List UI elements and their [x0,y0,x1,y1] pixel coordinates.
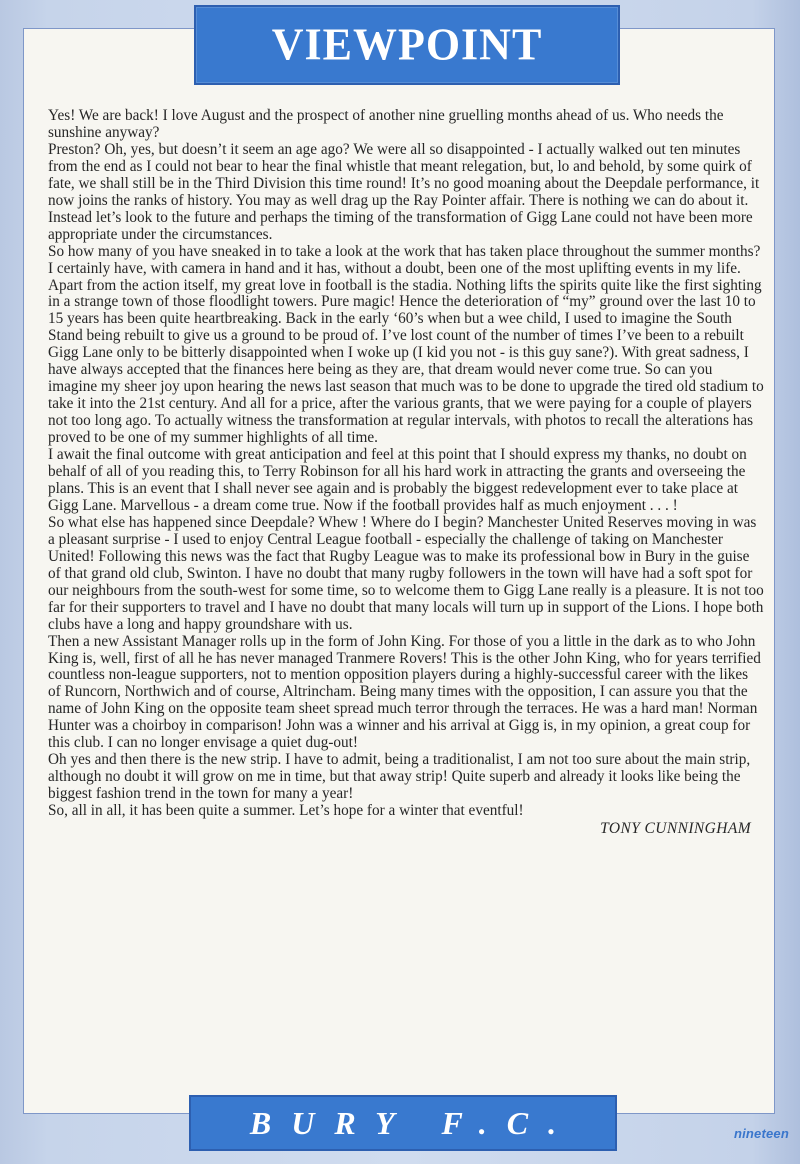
page-title: VIEWPOINT [271,19,543,70]
article-paragraph-6: Then a new Assistant Manager rolls up in the form of John King. For those of you a little in the dark as to who John King is, well, first of all he has never managed Tranmere Rovers! This is the other John King, who for years terrified countless non-league supporters, not to mention opposition players during a highly-successful career with the likes of Runcorn, Northwich and of course, Altrincham. Being many times with the opposition, I can assure you that the name of John King on the opposite team sheet spread much terror through the terraces. He was a hard man! Norman Hunter was a choirboy in comparison! John was a winner and his arrival at Gigg is, in my opinion, a great coup for this club. I can no longer envisage a quiet dug-out! [48,632,761,752]
article-paragraph-5: So what else has happened since Deepdale? Whew ! Where do I begin? Manchester United Reserves moving in was a pleasant surprise - I used to enjoy Central League football - especially the challenge of taking on Manchester United! Following this news was the fact that Rugby League was to make its professional bow in Bury in the guise of that grand old club, Swinton. I have no doubt that many rugby followers in the town will have had a soft spot for our neighbours from the south-west for some time, so to welcome them to Gigg Lane really is a pleasure. It is not too far for their supporters to travel and I have no doubt that many locals will turn up in support of the Lions. I hope both clubs have a long and happy groundshare with us. [48,513,764,633]
article-paragraph-1: Yes! We are back! I love August and the prospect of another nine gruelling months ahead of us. Who needs the sunshine anyway? [48,107,724,141]
article-paragraph-4: I await the final outcome with great anticipation and feel at this point that I should express my thanks, no doubt on behalf of all of you reading this, to Terry Robinson for all his hard work in attracting the grants and overseeing the plans. This is an event that I shall never see again and is probably the biggest redevelopment ever to take place at Gigg Lane. Marvellous - a dream come true. Now if the football provides half as much enjoyment . . . ! [48,446,747,514]
author-signature: TONY CUNNINGHAM [600,820,751,838]
article-paragraph-3: So how many of you have sneaked in to take a look at the work that has taken place throughout the summer months? I certainly have, with camera in hand and it has, without a doubt, been one of the most uplifting events in my life. Apart from the action itself, my great love in football is the stadia. Nothing lifts the spirits quite like the first sighting in a strange town of those floodlight towers. Pure magic! Hence the deterioration of “my” ground over the last 10 to 15 years has been quite heartbreaking. Back in the early ‘60’s when but a wee child, I used to imagine the South Stand being rebuilt to give us a ground to be proud of. I’ve lost count of the number of times I’ve been to a rebuilt Gigg Lane only to be bitterly disappointed when I woke up (I kid you not - is this guy sane?). With great sadness, I have always accepted that the finances here being as they are, that dream would never come true. So can you imagine my sheer joy upon hearing the news last season that much was to be done to upgrade the tired old stadium to take it into the 21st century. And all for a price, after the various grants, that we were paying for a couple of players not too long ago. To actually witness the transformation at regular intervals, with photos to recall the alterations has proved to be one of my summer highlights of all time. [48,242,764,447]
article-paragraph-8: So, all in all, it has been quite a summer. Let’s hope for a winter that eventful! [48,802,524,820]
footer-banner [189,1095,617,1151]
club-name: BURY F.C. [249,1105,577,1141]
article-paragraph-7: Oh yes and then there is the new strip. I have to admit, being a traditionalist, I am not too sure about the main strip, although no doubt it will grow on me in time, but that away strip! Quite superb and already it looks like being the biggest fashion trend in the town for many a year! [48,751,751,803]
page-number: nineteen [733,1126,789,1141]
article-paragraph-2: Preston? Oh, yes, but doesn’t it seem an age ago? We were all so disappointed - I actually walked out ten minutes from the end as I could not bear to hear the final whistle that meant relegation, but, lo and behold, by some quirk of fate, we shall still be in the Third Division this time round! It’s no good moaning about the Deepdale performance, it now joins the ranks of history. You may as well drag up the Ray Pointer affair. There is nothing we can do about it. Instead let’s look to the future and perhaps the timing of the transformation of Gigg Lane could not have been more appropriate under the circumstances. [48,140,760,243]
title-banner [194,5,620,85]
article-body [48,108,764,1060]
